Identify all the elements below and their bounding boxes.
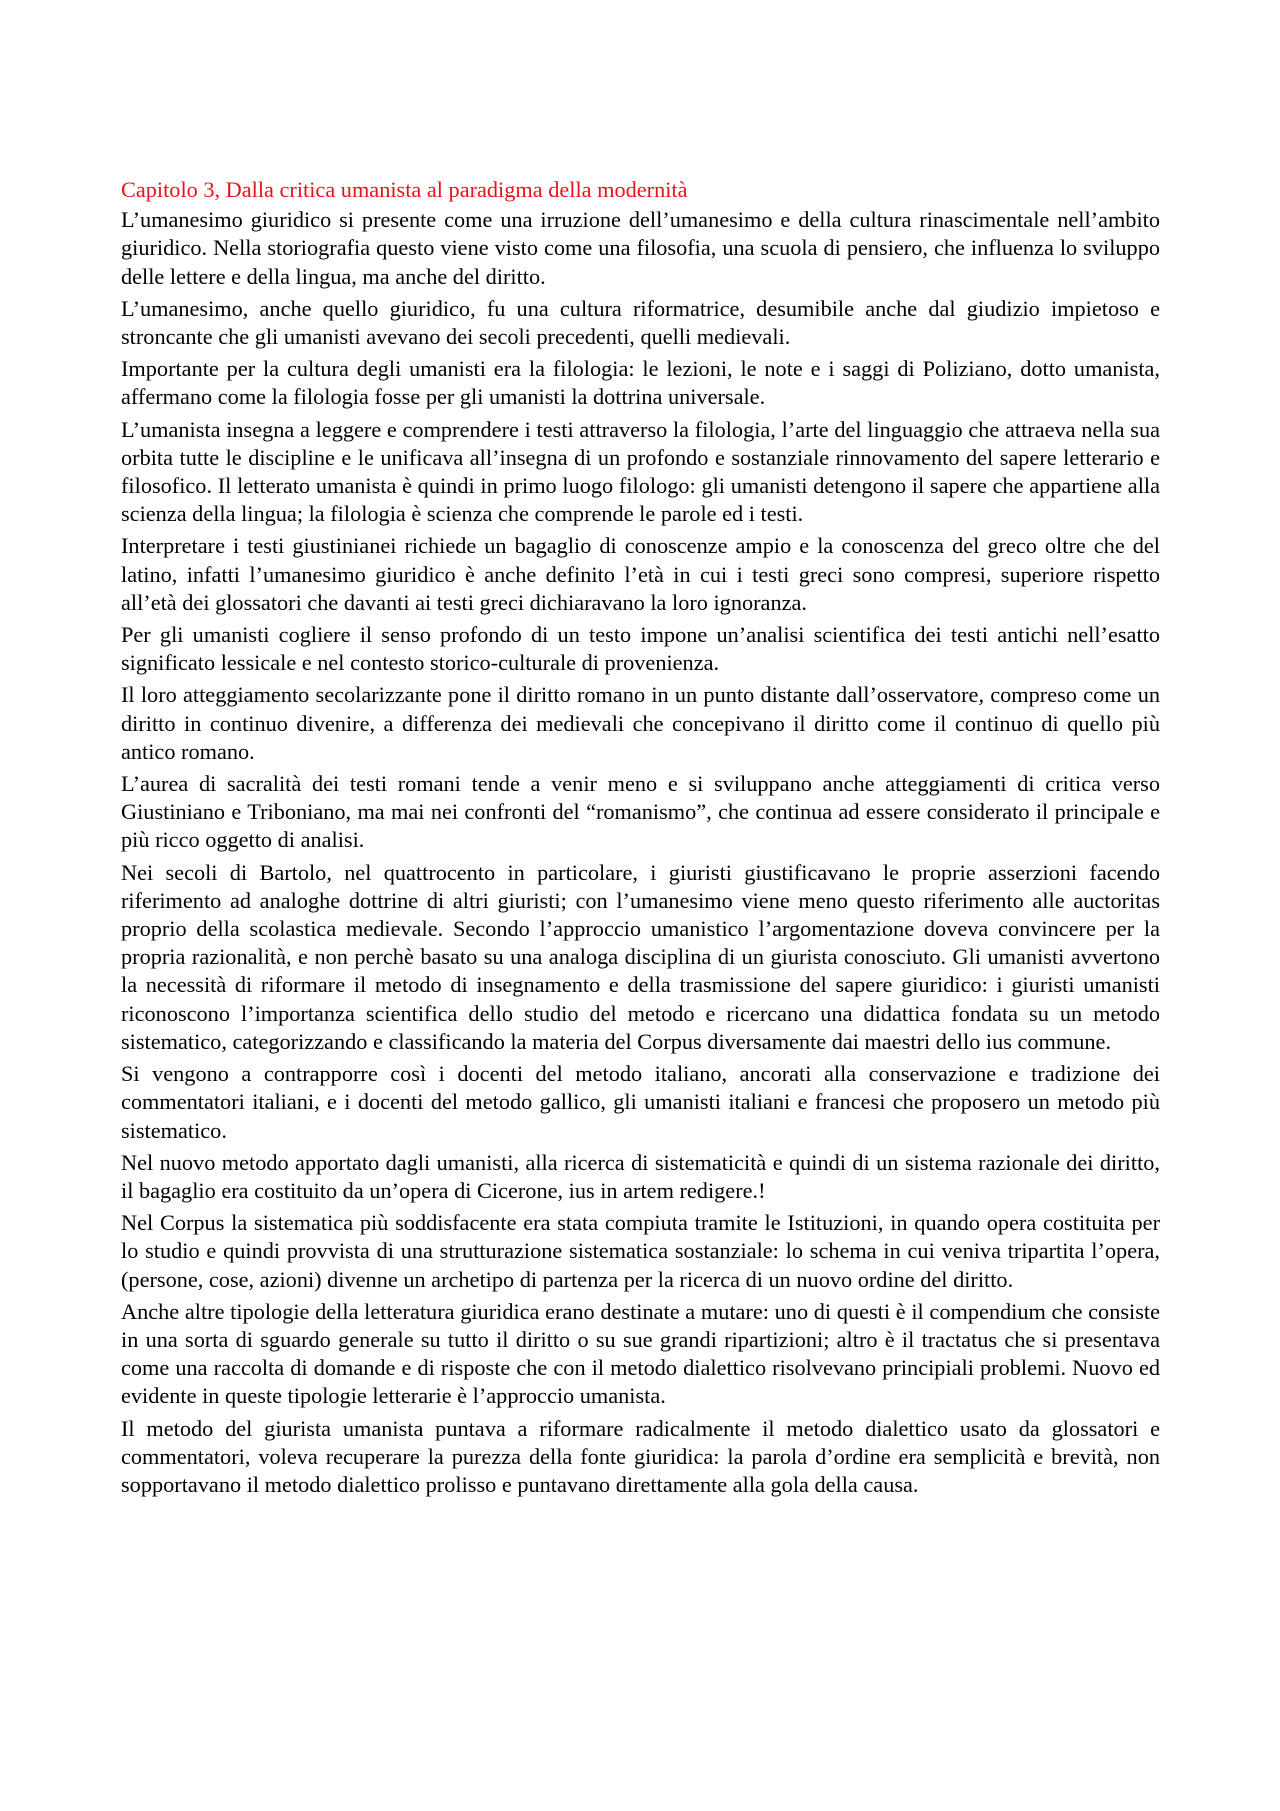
paragraph-8: L’aurea di sacralità dei testi romani tende a venir meno e si sviluppano anche atteggiamenti di critica verso Giustiniano e Triboniano, ma mai nei confronti del “romanismo”, che continua ad essere considerato il principale e più ricco oggetto di analisi. — [121, 771, 1160, 853]
paragraph-12: Nel Corpus la sistematica più soddisfacente era stata compiuta tramite le Istituzioni, in quando opera costituita per lo studio e quindi provvista di una strutturazione sistematica sostanziale: lo schema in cui veniva tripartita l’opera, (persone, cose, azioni) divenne un archetipo di partenza per la ricerca di un nuovo ordine del diritto. — [121, 1210, 1160, 1292]
paragraph-1: L’umanesimo giuridico si presente come una irruzione dell’umanesimo e della cultura rinascimentale nell’ambito giuridico. Nella storiografia questo viene visto come una filosofia, una scuola di pensiero, che influenza lo sviluppo delle lettere e della lingua, ma anche del diritto. — [121, 207, 1160, 289]
paragraph-13: Anche altre tipologie della letteratura giuridica erano destinate a mutare: uno di questi è il compendium che consiste in una sorta di sguardo generale su tutto il diritto o su sue grandi ripartizioni; altro è il tractatus che si presentava come una raccolta di domande e di risposte che con il metodo dialettico risolvevano principiali problemi. Nuovo ed evidente in queste tipologie letterarie è l’approccio umanista. — [121, 1298, 1160, 1409]
paragraph-10: Si vengono a contrapporre così i docenti del metodo italiano, ancorati alla conservazione e tradizione dei commentatori italiani, e i docenti del metodo gallico, gli umanisti italiani e francesi che proposero un metodo più sistematico. — [121, 1061, 1160, 1143]
paragraph-5: Interpretare i testi giustinianei richiede un bagaglio di conoscenze ampio e la conoscenza del greco oltre che del latino, infatti l’umanesimo giuridico è anche definito l’età in cui i testi greci sono compresi, superiore rispetto all’età dei glossatori che davanti ai testi greci dichiaravano la loro ignoranza. — [121, 533, 1160, 615]
paragraph-4: L’umanista insegna a leggere e comprendere i testi attraverso la filologia, l’arte del linguaggio che attraeva nella sua orbita tutte le discipline e le unificava all’insegna di un profondo e sostanziale rinnovamento del sapere letterario e filosofico. Il letterato umanista è quindi in primo luogo filologo: gli umanisti detengono il sapere che appartiene alla scienza della lingua; la filologia è scienza che comprende le parole ed i testi. — [121, 416, 1160, 527]
paragraph-14: Il metodo del giurista umanista puntava a riformare radicalmente il metodo dialettico usato da glossatori e commentatori, voleva recuperare la purezza della fonte giuridica: la parola d’ordine era semplicità e brevità, non sopportavano il metodo dialettico prolisso e puntavano direttamente alla gola della causa. — [121, 1415, 1160, 1497]
paragraph-2: L’umanesimo, anche quello giuridico, fu una cultura riformatrice, desumibile anche dal giudizio impietoso e stroncante che gli umanisti avevano dei secoli precedenti, quelli medievali. — [121, 295, 1160, 350]
chapter-title: Capitolo 3, Dalla critica umanista al paradigma della modernità — [121, 177, 688, 202]
paragraph-6: Per gli umanisti cogliere il senso profondo di un testo impone un’analisi scientifica dei testi antichi nell’esatto significato lessicale e nel contesto storico-culturale di provenienza. — [121, 622, 1160, 676]
paragraph-11: Nel nuovo metodo apportato dagli umanisti, alla ricerca di sistematicità e quindi di un sistema razionale dei diritto, il bagaglio era costituito da un’opera di Cicerone, ius in artem redigere.! — [121, 1149, 1160, 1203]
document-page — [121, 176, 1160, 1503]
paragraph-7: Il loro atteggiamento secolarizzante pone il diritto romano in un punto distante dall’osservatore, compreso come un diritto in continuo divenire, a differenza dei medievali che concepivano il diritto come il continuo di quello più antico romano. — [121, 682, 1160, 764]
paragraph-3: Importante per la cultura degli umanisti era la filologia: le lezioni, le note e i saggi di Poliziano, dotto umanista, affermano come la filologia fosse per gli umanisti la dottrina universale. — [121, 356, 1160, 410]
paragraph-9: Nei secoli di Bartolo, nel quattrocento in particolare, i giuristi giustificavano le proprie asserzioni facendo riferimento ad analoghe dottrine di altri giuristi; con l’umanesimo viene meno questo riferimento alle auctoritas proprio della scolastica medievale. Secondo l’approccio umanistico l’argomentazione doveva convincere per la propria razionalità, e non perchè basato su una analoga disciplina di un giurista conosciuto. Gli umanisti avvertono la necessità di riformare il metodo di insegnamento e della trasmissione del sapere giuridico: i giuristi umanisti riconoscono l’importanza scientifica dello studio del metodo e ricercano una didattica fondata su un metodo sistematico, categorizzando e classificando la materia del Corpus diversamente dai maestri dello ius commune. — [121, 859, 1160, 1054]
